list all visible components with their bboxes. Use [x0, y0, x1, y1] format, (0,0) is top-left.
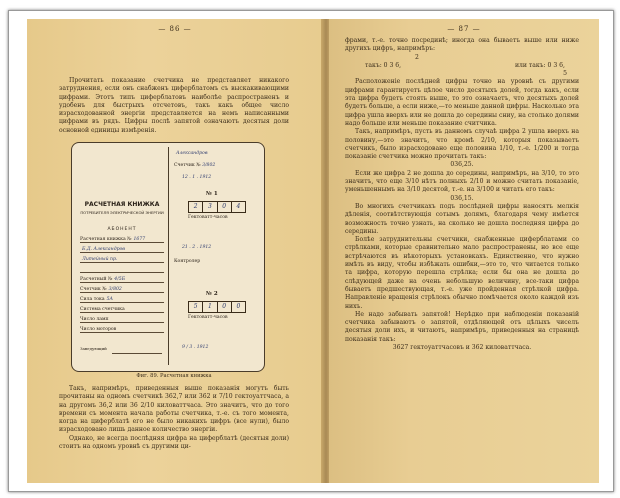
paragraph: Такъ, напримѣръ, пусть въ данномъ случаѣ цифра 2 ушла вверхъ на половину,—это значитъ, что кромѣ 2/10, которыя показываетъ счетчикъ, было израсходовано еще половина 1/10, т.-е. 1/200 и тогда показаніе счетчика можно прочитать такъ: — [345, 128, 579, 161]
paragraph: Болѣе затруднительны счетчики, снабженные циферблатами со стрѣлками, которые сравнительно мало распространены, но все еще встрѣчаются въ нѣкоторыхъ установкахъ. Единственно, что нужно имѣть въ виду, чтобы избѣжать ошибки,—это то, что читается только та цифра, которую перешла стрѣлка; если бы она не дошла до слѣдующей даже на очень небольшую величину, все-таки цифра бываетъ предшествующая, т.-е. уже пройденная стрѣлкой цифра. Направленіе вращенія стрѣлокъ обычно помѣчается около каждой изъ нихъ. — [345, 236, 579, 310]
controller-line: Контролер — [174, 259, 201, 264]
card-subtitle: ПОТРЕБИТЕЛЯ ЭЛЕКТРИЧЕСКОЙ ЭНЕРГИИ — [80, 210, 164, 215]
card-divider — [168, 147, 169, 365]
paragraph: Такъ, напримѣръ, приведенныя выше показанія могутъ быть прочитаны на одномъ счетчикѣ 362,7 или 362 и 7/10 гектоуаттчаса, а на другомъ 36,2 или 36 2/10 киловаттчаса. Это значитъ, что до того времени съ момента начала работы счетчика, т.-е. съ того момента, когда на циферблатѣ его не было никакихъ цифръ (все нули), было израсходовано лишь данное количество энергіи. — [59, 385, 289, 434]
right-main-text — [345, 37, 579, 352]
right-page — [329, 19, 599, 483]
card-line: Система счетчика — [80, 307, 164, 313]
left-page — [27, 19, 323, 483]
reading-1-label: № 1 — [206, 191, 218, 197]
equation-subscript-row: 5 — [563, 70, 567, 78]
card-line: Литейный пр. — [80, 257, 164, 263]
card-line: Число моторов — [80, 327, 164, 333]
figure-caption: Фиг. 89. Расчетная книжка — [136, 373, 212, 379]
left-top-paragraph: Прочитать показание счетчика не представляет никакого затруднения, если онъ снабженъ циферблатомъ съ выскакивающими цифрами. Этотъ типъ циферблатовъ наиболѣе распространенъ и удобенъ для быстрыхъ отсчетовъ, такъ какъ общее число израсходованной энергіи представляется на немъ написанными цифрами въ рядъ. Цифры послѣ запятой означаютъ десятыя доли основной единицы измѣренія. — [59, 77, 289, 134]
reading-2-label: № 2 — [206, 291, 218, 297]
page-number-right: — 87 — — [447, 25, 481, 33]
card-date-3: 9 / 3 . 1912 — [182, 345, 209, 350]
paragraph: Во многихъ счетчикахъ подъ послѣдней цифры наносятъ мелкія дѣленія, соотвѣтствующія сотымъ долямъ, благодаря чему имѣется возможность точно узнать, на сколько не дошла последняя цифра до середины. — [345, 202, 579, 235]
card-line — [80, 267, 164, 273]
card-sign-label: Заведующий — [80, 346, 107, 351]
reading-2-unit: Гектоватт-часов — [188, 315, 228, 320]
equation-row: такъ: 0 3 6, или такъ: 0 3 6, — [365, 61, 565, 69]
signature-line — [112, 353, 162, 354]
card-line: Расчетная книжка № 1677 — [80, 237, 164, 243]
left-bottom-text — [59, 385, 289, 451]
paragraph: Не надо забывать запятой! Нерѣдко при наблюденіи показаній счетчика забываютъ о запятой, отдѣляющей отъ цѣлыхъ чиселъ десятыя доли ихъ, и читаютъ, напримѣръ, приведенныя на страницѣ показанія такъ: — [345, 310, 579, 343]
equation: 036,25. — [450, 161, 474, 169]
card-line: Б.Д. Александров — [80, 247, 164, 253]
paragraph: Однако, не всегда послѣдняя цифра на циферблатѣ (десятыя доли) стоитъ на одномъ уровнѣ съ другими ци- — [59, 434, 289, 451]
equation-superscript-row: 2 — [415, 53, 419, 61]
card-date-1: 12 . 1 . 1912 — [182, 175, 212, 180]
card-line: Сила тока 5А — [80, 297, 164, 303]
card-abonent: АБОНЕНТ — [107, 227, 137, 232]
equation: 3627 гектоуаттчасовъ и 362 киловаттчаса. — [392, 343, 532, 351]
page-number-left: — 86 — — [158, 25, 192, 33]
equation: 036,15. — [450, 194, 474, 202]
paragraph: Расположеніе послѣдней цифры точно на уровнѣ съ другими цифрами гарантируетъ цѣлое число десятыхъ долей, тогда какъ, если эта цифра будетъ стоять выше, то это означаетъ, что десятыхъ долей будетъ больше, а если ниже,—то меньше данной цифры. Насколько эта цифра ушла вверхъ или не дошла до середины сниу, на столько долями надо больше или меньше показание считчика. — [345, 78, 579, 127]
paragraph: фрами, т.-е. точно посрединѣ; иногда она бываетъ выше или ниже другихъ цифръ, напримѣръ: — [345, 37, 579, 53]
card-line: Расчетный № 4/5Б — [80, 277, 164, 283]
card-counter-number: Счетчик № 3/802 — [174, 163, 216, 168]
book-spread — [8, 10, 614, 492]
card-title: РАСЧЕТНАЯ КНИЖКА — [84, 201, 160, 208]
paragraph: Если же цифра 2 не дошла до середины, напримѣръ, на 3/10, то это значитъ, что еще 3/10 нѣтъ полныхъ 2/10 и можно считать показаніе, уменьшеннымъ на 3/10 десятой, т.-е. на 3/100 и читать его такъ: — [345, 169, 579, 194]
reading-2-digits: 5 1 0 0 — [188, 301, 246, 313]
card-line: Счетчик № 3/802 — [80, 287, 164, 293]
card-date-2: 21 . 2 . 1912 — [182, 245, 212, 250]
card-owner-name: Александров — [176, 151, 208, 156]
reading-1-unit: Гектоватт-часов — [188, 215, 228, 220]
card-line: Число ламп — [80, 317, 164, 323]
settlement-book-card — [71, 142, 265, 372]
reading-1-digits: 2 3 0 4 — [188, 201, 246, 213]
